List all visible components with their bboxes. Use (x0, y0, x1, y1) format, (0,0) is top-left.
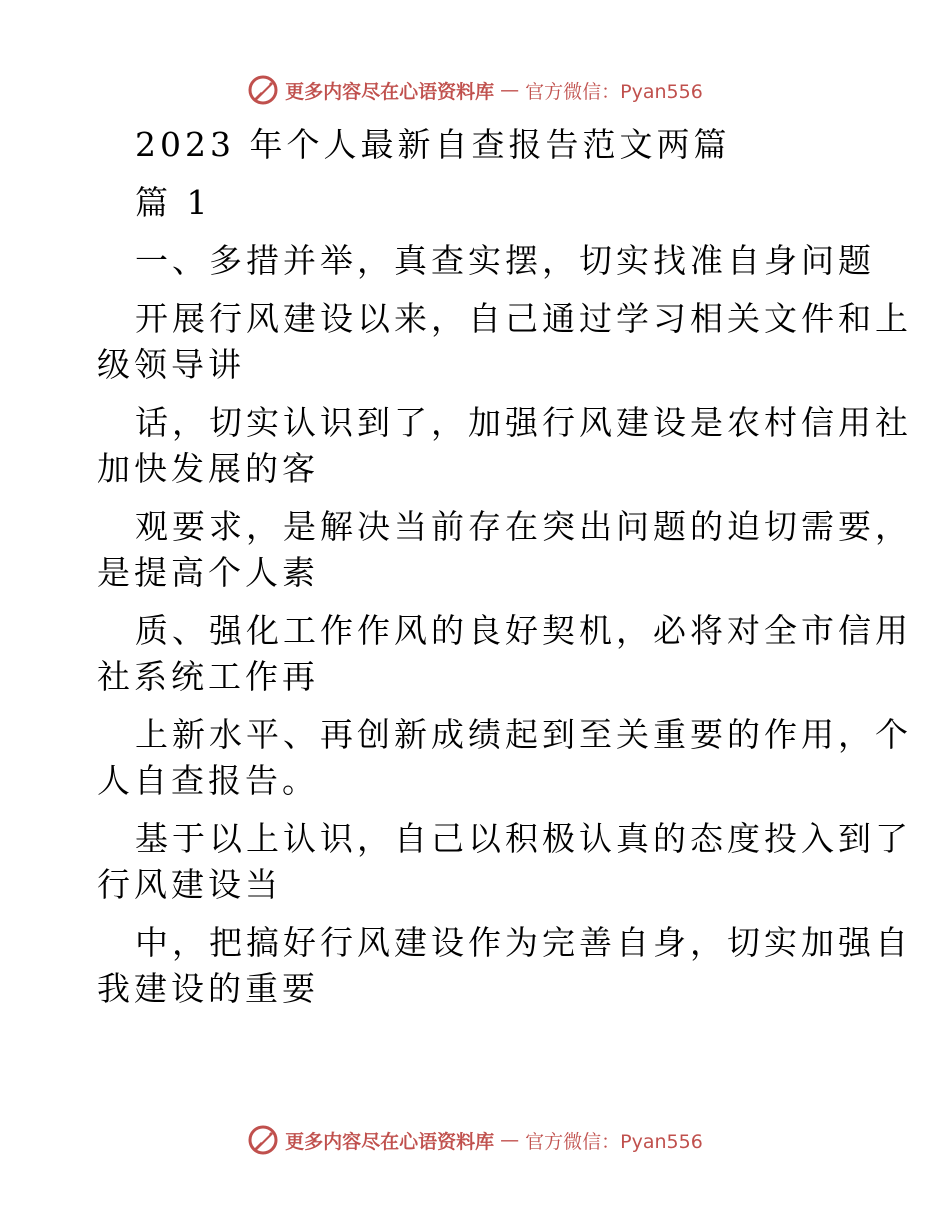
header-banner (0, 70, 950, 110)
paragraph-line: 我建设的重要 (97, 969, 319, 1008)
paragraph-line: 是提高个人素 (97, 553, 319, 592)
header-wechat-text: 官方微信：Pyan556 (525, 80, 703, 103)
header-separator: — (500, 79, 520, 101)
section-label: 篇 1 (135, 183, 212, 222)
paragraph-line: 加快发展的客 (97, 449, 319, 488)
paragraph-line: 话，切实认识到了，加强行风建设是农村信用社 (135, 403, 912, 442)
paragraph-line: 开展行风建设以来，自己通过学习相关文件和上 (135, 299, 912, 338)
footer-banner (0, 1120, 950, 1160)
paragraph-line: 基于以上认识，自己以积极认真的态度投入到了 (135, 819, 912, 858)
header-banner-inner (247, 74, 703, 106)
document-body (97, 122, 912, 1024)
paragraph-line: 观要求，是解决当前存在突出问题的迫切需要， (135, 507, 912, 546)
footer-wechat-text: 官方微信：Pyan556 (525, 1130, 703, 1153)
paragraph-line: 上新水平、再创新成绩起到至关重要的作用，个 (135, 715, 912, 754)
footer-banner-inner (247, 1124, 703, 1156)
paragraph-line: 社系统工作再 (97, 657, 319, 696)
paragraph-line: 质、强化工作作风的良好契机，必将对全市信用 (135, 611, 912, 650)
section-heading: 一、多措并举，真查实摆，切实找准自身问题 (135, 241, 875, 280)
footer-promo-text: 更多内容尽在心语资料库 (285, 1130, 495, 1153)
feather-seal-icon (247, 1124, 279, 1156)
paragraph-line: 级领导讲 (97, 345, 245, 384)
footer-separator: — (500, 1129, 520, 1151)
paragraph-line: 中，把搞好行风建设作为完善自身，切实加强自 (135, 923, 912, 962)
paragraph-line: 行风建设当 (97, 865, 282, 904)
feather-seal-icon (247, 74, 279, 106)
document-title: 2023 年个人最新自查报告范文两篇 (135, 125, 731, 164)
paragraph-line: 人自查报告。 (97, 761, 319, 800)
header-promo-text: 更多内容尽在心语资料库 (285, 80, 495, 103)
